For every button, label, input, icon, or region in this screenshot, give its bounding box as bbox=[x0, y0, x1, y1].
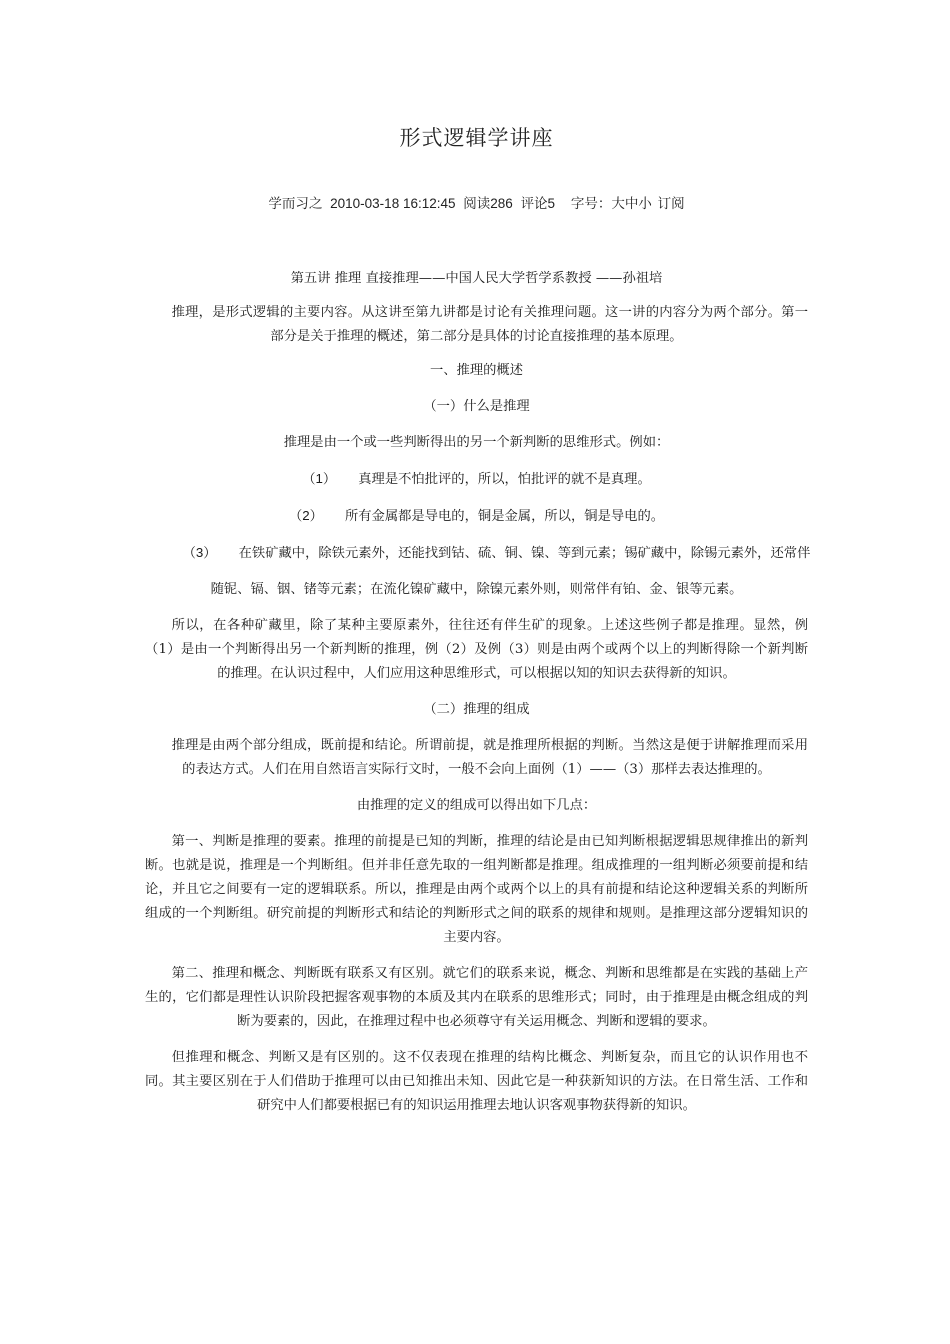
example-number: （1） bbox=[302, 471, 337, 486]
post-datetime: 2010-03-18 16:12:45 bbox=[330, 196, 456, 211]
point-1-paragraph: 第一、判断是推理的要素。推理的前提是已知的判断，推理的结论是由已知判断根据逻辑思规律推出的新判断。也就是说，推理是一个判断组。但并非任意先取的一组判断都是推理。组成推理的一组判断必须要前提和结论，并且它之间要有一定的逻辑联系。所以，推理是由两个或两个以上的具有前提和结论这种逻辑关系的判断所组成的一个判断组。研究前提的判断形式和结论的判断形式之间的联系的规律和规则。是推理这部分逻辑知识的主要内容。 bbox=[145, 834, 808, 945]
font-size-small-link[interactable]: 小 bbox=[638, 196, 652, 211]
article-body bbox=[145, 267, 811, 1128]
conclusion-paragraph: 所以，在各种矿藏里，除了某种主要原素外，往往还有伴生矿的现象。上述这些例子都是推理。显然，例（1）是由一个判断得出另一个新判断的推理，例（2）及例（3）则是由两个或两个以上的判断得除一个新判断的推理。在认识过程中，人们应用这种思维形式，可以根据以知的知识去获得新的知识。 bbox=[145, 618, 808, 681]
example-item bbox=[145, 467, 808, 492]
comment-count-link[interactable]: 评论5 bbox=[520, 196, 556, 211]
point-2-paragraph: 第二、推理和概念、判断既有联系又有区别。就它们的联系来说，概念、判断和思维都是在实践的基础上产生的，它们都是理性认识阶段把握客观事物的本质及其内在联系的思维形式；同时，由于推理是由概念组成的判断为要素的，因此，在推理过程中也必须尊守有关运用概念、判断和逻辑的要求。 bbox=[145, 966, 808, 1029]
read-count: 阅读286 bbox=[463, 196, 513, 211]
definition-paragraph: 推理是由一个或一些判断得出的另一个新判断的思维形式。例如： bbox=[283, 435, 670, 450]
section-heading-1: 一、推理的概述 bbox=[429, 363, 524, 378]
composition-paragraph: 推理是由两个部分组成，既前提和结论。所谓前提，就是推理所根据的判断。当然这是便于讲解推理而采用的表达方式。人们在用自然语言实际行文时，一般不会向上面例（1）——（3）那样去表达推理的。 bbox=[171, 738, 808, 777]
example-text: 在铁矿藏中，除铁元素外，还能找到钴、硫、铜、镍、等到元素；锡矿藏中，除锡元素外，还常伴 bbox=[238, 546, 811, 561]
example-number: （2） bbox=[288, 508, 323, 523]
example-item bbox=[145, 504, 808, 529]
example-text: 所有金属都是导电的，铜是金属，所以，铜是导电的。 bbox=[344, 509, 665, 524]
font-size-label: 字号： bbox=[570, 196, 612, 211]
article-meta bbox=[145, 192, 808, 212]
lecture-heading: 第五讲 推理 直接推理——中国人民大学哲学系教授 ——孙祖培 bbox=[290, 271, 663, 286]
subsection-heading-2: （二）推理的组成 bbox=[423, 702, 530, 717]
subsection-heading-1: （一）什么是推理 bbox=[423, 399, 530, 414]
article-title: 形式逻辑学讲座 bbox=[399, 126, 554, 150]
example-text: 真理是不怕批评的，所以，怕批评的就不是真理。 bbox=[358, 472, 651, 487]
points-intro: 由推理的定义的组成可以得出如下几点： bbox=[356, 798, 597, 813]
example-number: （3） bbox=[182, 545, 217, 560]
intro-paragraph: 推理，是形式逻辑的主要内容。从这讲至第九讲都是讨论有关推理问题。这一讲的内容分为两个部分。第一部分是关于推理的概述，第二部分是具体的讨论直接推理的基本原理。 bbox=[171, 305, 808, 344]
font-size-large-link[interactable]: 大 bbox=[611, 196, 625, 211]
point-3-paragraph: 但推理和概念、判断又是有区别的。这不仅表现在推理的结构比概念、判断复杂，而且它的认识作用也不同。其主要区别在于人们借助于推理可以由已知推出未知、因此它是一种获新知识的方法。在日常生活、工作和研究中人们都要根据已有的知识运用推理去地认识客观事物获得新的知识。 bbox=[145, 1050, 808, 1113]
example-item bbox=[141, 541, 812, 566]
subscribe-link[interactable]: 订阅 bbox=[657, 196, 685, 211]
author-link[interactable]: 学而习之 bbox=[268, 196, 323, 211]
font-size-medium-link[interactable]: 中 bbox=[624, 196, 639, 211]
example-continuation: 随铌、镉、铟、锗等元素；在流化镍矿藏中，除镍元素外则，则常伴有铂、金、银等元素。 bbox=[210, 582, 743, 597]
